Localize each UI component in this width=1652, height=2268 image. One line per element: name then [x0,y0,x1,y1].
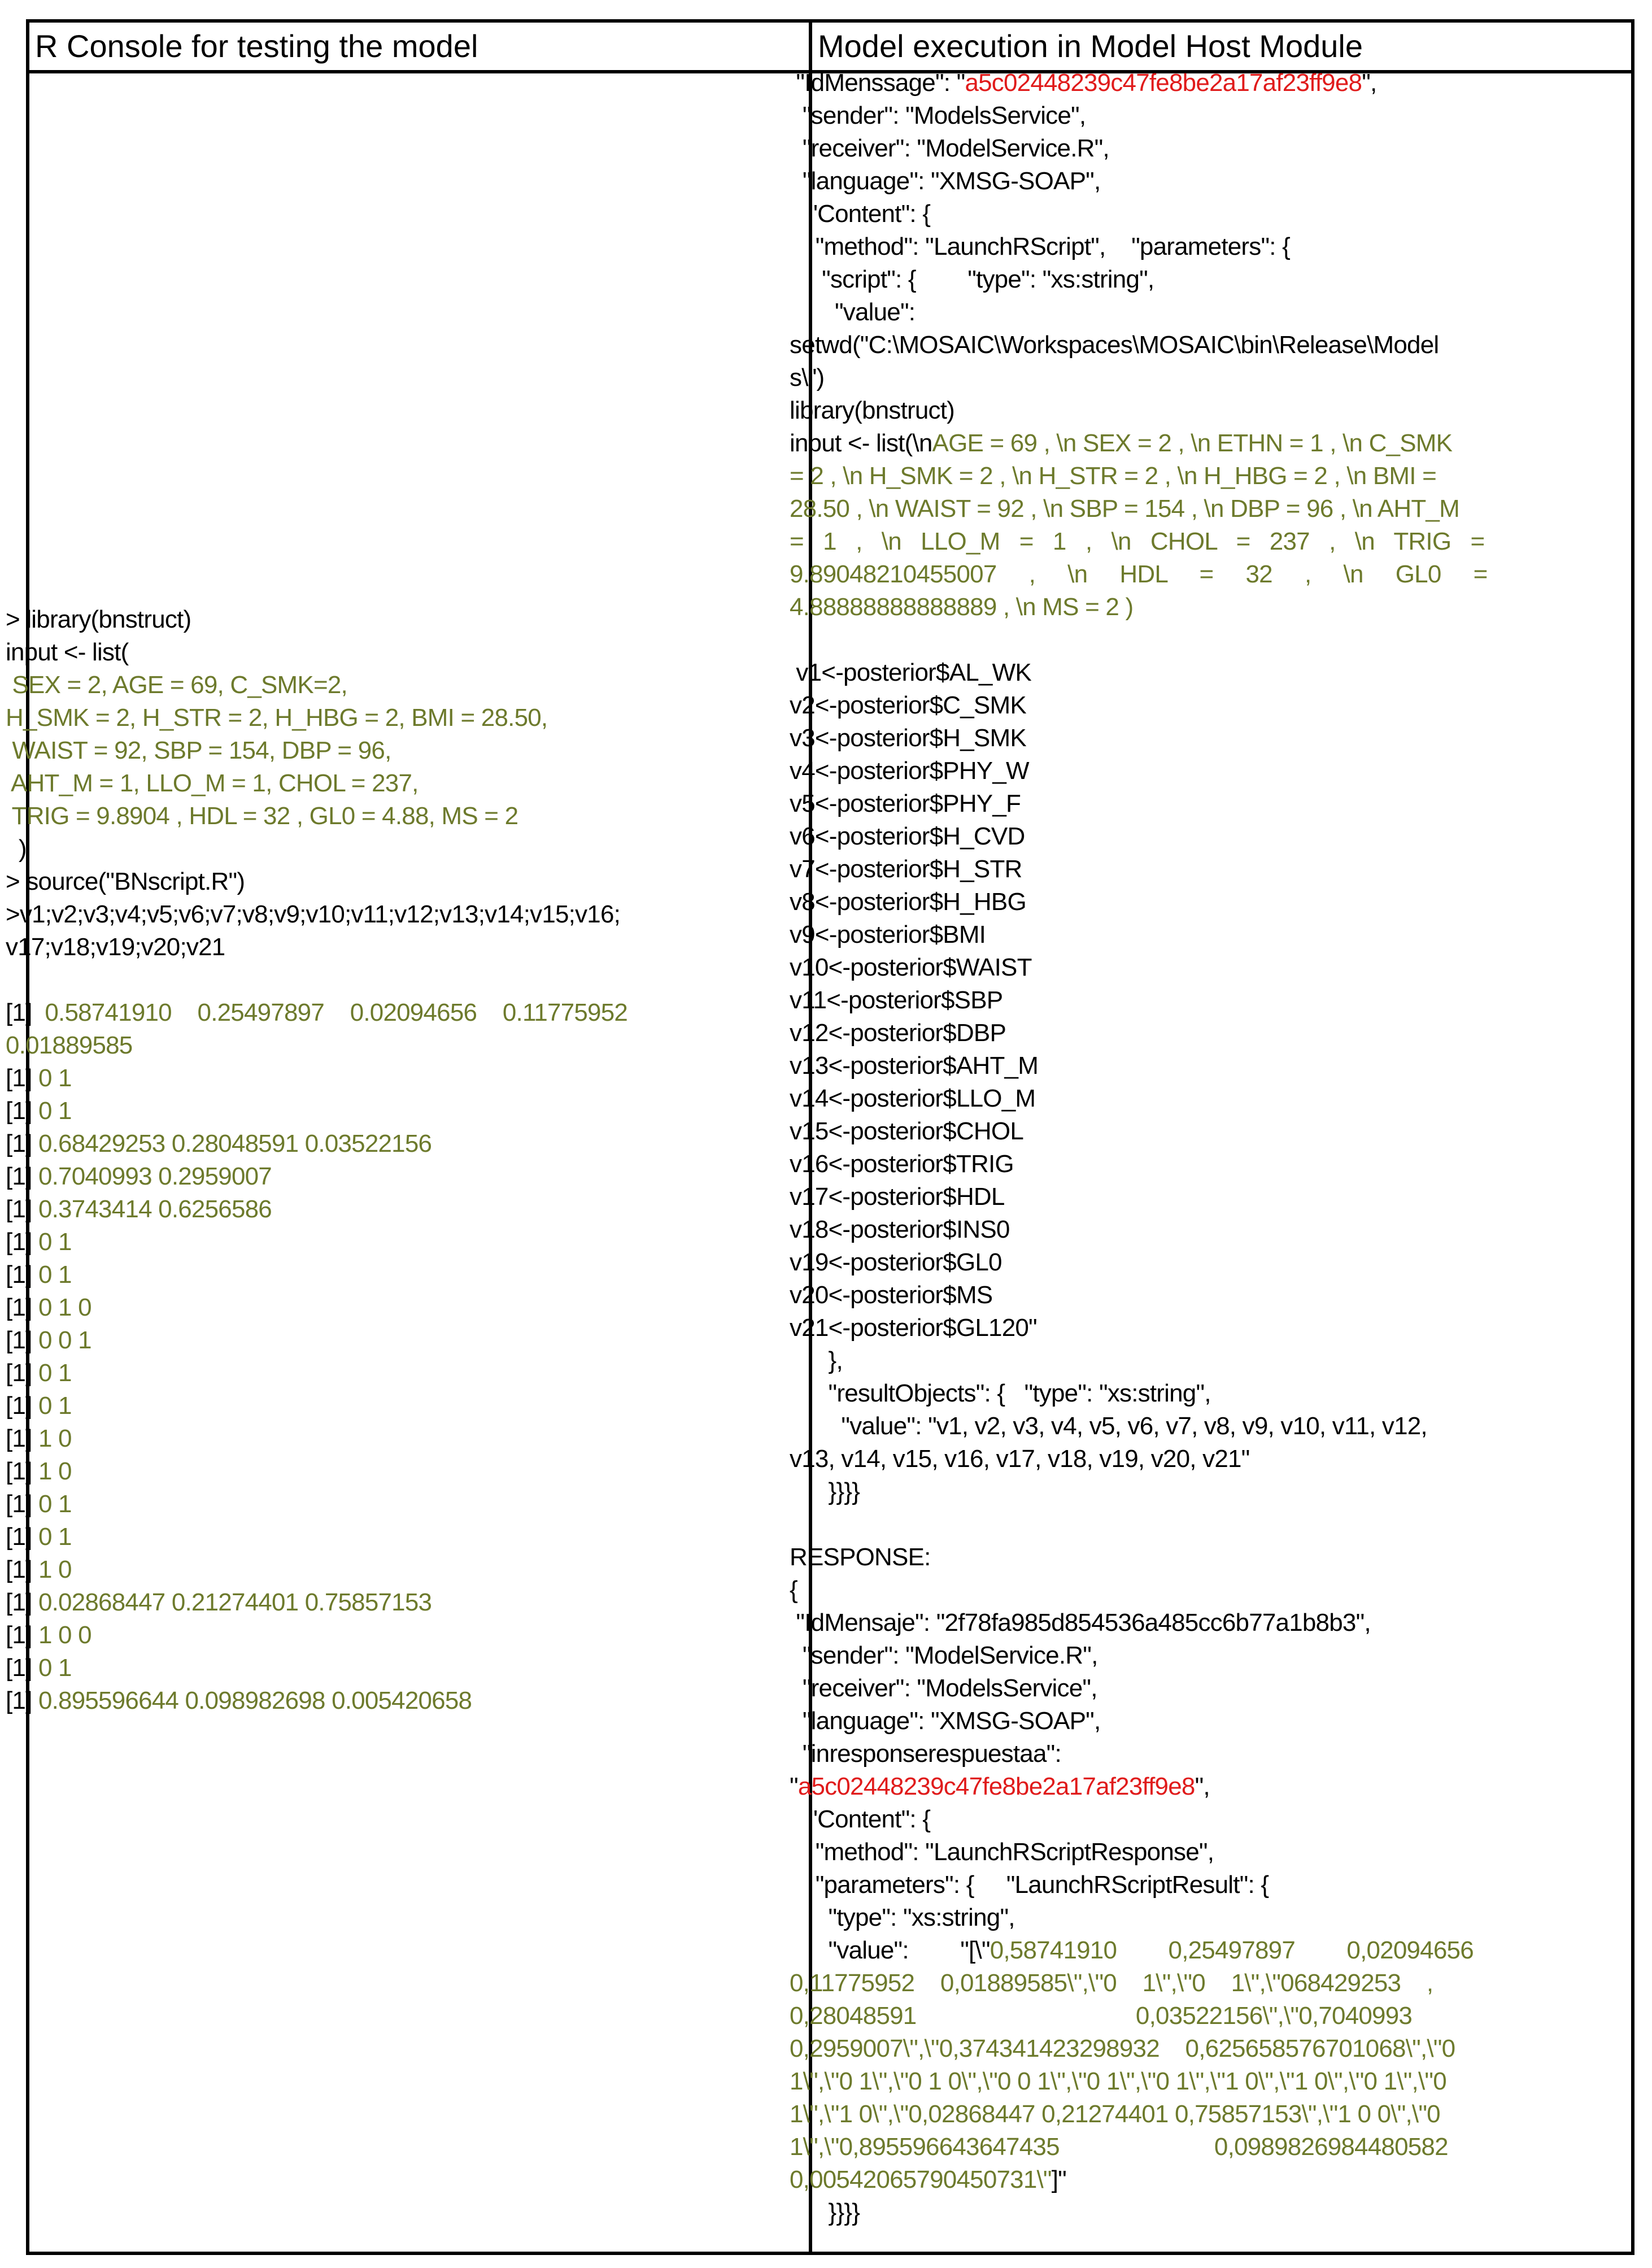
message-line [790,755,1029,787]
console-line [6,1095,72,1128]
message-line [790,1279,992,1312]
code-text: >v1;v2;v3;v4;v5;v6;v7;v8;v9;v10;v11;v12;v13;v14;v15;v16; [6,900,621,928]
code-text: "value": [790,298,916,326]
message-line [790,1181,1005,1213]
value-text: = 1 , \n LLO_M = 1 , \n CHOL = 237 , \n TRIG = [790,528,1485,555]
message-line [790,951,1032,984]
value-text: 0 1 [38,1097,72,1125]
value-text: 1 0 [38,1457,72,1485]
code-text: input <- list( [6,638,129,666]
message-line [790,1050,1038,1082]
code-text: "language": "XMSG-SOAP", [790,1707,1101,1735]
message-line [790,1934,1474,1967]
message-id-text: a5c02448239c47fe8be2a17af23ff9e8 [797,1773,1195,1800]
code-text: v7<-posterior$H_STR [790,855,1022,883]
message-line [790,1803,930,1836]
console-line [6,1521,72,1553]
value-text: 0 0 1 [38,1326,91,1354]
value-text: 0 1 [38,1359,72,1387]
console-line [6,1619,91,1652]
message-line [790,493,1459,525]
value-text: 0 1 [38,1654,72,1682]
console-line [6,833,27,865]
value-text: 1\",\"0,895596643647435 0,0989826984480582 [790,2133,1448,2161]
value-text: TRIG = 9.8904 , HDL = 32 , GL0 = 4.88, MS = 2 [6,802,518,830]
message-line [790,1869,1269,1901]
message-line [790,1082,1035,1115]
message-line [790,853,1022,886]
code-text: library(bnstruct) [790,397,955,424]
value-text: 0 1 [38,1392,72,1420]
code-text: { [790,1576,797,1604]
message-line [790,1836,1214,1869]
value-text: 0 1 [38,1228,72,1256]
console-line [6,996,627,1029]
message-line [790,1246,1002,1279]
value-text: AHT_M = 1, LLO_M = 1, CHOL = 237, [6,769,419,797]
value-text: 0 1 0 [38,1294,91,1321]
message-line [790,2098,1440,2131]
message-line [790,1738,1061,1770]
code-text: ", [1362,69,1377,97]
console-line [6,1193,272,1226]
message-line [790,198,930,230]
code-text: [1] [6,1261,38,1288]
message-line [790,2163,1066,2196]
code-text: v3<-posterior$H_SMK [790,724,1026,752]
code-text: [1] [6,1654,38,1682]
code-text: v21<-posterior$GL120" [790,1314,1037,1342]
message-line [790,525,1484,558]
code-text: v10<-posterior$WAIST [790,954,1032,981]
message-line [790,1541,931,1574]
message-line [790,886,1026,918]
value-text: WAIST = 92, SBP = 154, DBP = 96, [6,737,391,764]
code-text: [1] [6,1588,38,1616]
code-text: [1] [6,1228,38,1256]
message-line [790,362,824,394]
code-text: }}}} [790,1478,860,1505]
message-line [790,1967,1433,2000]
console-line [6,1226,72,1259]
code-text: [1] [6,1294,38,1321]
console-line [6,1553,72,1586]
code-text: "value": "v1, v2, v3, v4, v5, v6, v7, v8, v9, v10, v11, v12, [790,1412,1427,1440]
code-text: "receiver": "ModelService.R", [790,134,1109,162]
message-line [790,1213,1010,1246]
code-text: v20<-posterior$MS [790,1281,993,1309]
message-line [790,2000,1412,2032]
value-text: 0,28048591 0,03522156\",\"0,7040993 [790,2002,1413,2030]
message-line [790,1410,1427,1443]
column-header-model-host: Model execution in Model Host Module [818,28,1363,64]
code-text: [1] [6,1097,38,1125]
code-text: "receiver": "ModelsService", [790,1674,1097,1702]
message-line [790,787,1021,820]
code-text: "type": "xs:string", [790,1904,1015,1931]
message-line [790,427,1452,460]
code-text: [1] [6,999,45,1026]
code-text: setwd("C:\MOSAIC\Workspaces\MOSAIC\bin\Release\Model [790,331,1439,359]
value-text: 0,58741910 0,25497897 0,02094656 [990,1936,1474,1964]
code-text: v16<-posterior$TRIG [790,1150,1014,1178]
console-line [6,1488,72,1521]
message-line [790,1639,1098,1672]
message-line [790,132,1109,165]
value-text: 1 0 0 [38,1621,91,1649]
code-text: "resultObjects": { "type": "xs:string", [790,1379,1211,1407]
console-line [6,1259,72,1291]
console-line [6,1390,72,1422]
code-text: v8<-posterior$H_HBG [790,888,1026,916]
value-text: SEX = 2, AGE = 69, C_SMK=2, [6,671,347,699]
message-line [790,2131,1448,2163]
code-text: [1] [6,1326,38,1354]
code-text: v13, v14, v15, v16, v17, v18, v19, v20, v21" [790,1445,1250,1473]
console-line [6,1357,72,1390]
code-text: [1] [6,1621,38,1649]
value-text: 28.50 , \n WAIST = 92 , \n SBP = 154 , \n DBP = 96 , \n AHT_M [790,495,1459,523]
console-line [6,669,347,702]
code-text: [1] [6,1195,38,1223]
value-text: 1 0 [38,1425,72,1452]
console-line [6,1128,431,1160]
code-text: [1] [6,1064,38,1092]
code-text: input <- list(\n [790,429,932,457]
message-line [790,558,1488,591]
message-line [790,230,1290,263]
value-text: H_SMK = 2, H_STR = 2, H_HBG = 2, BMI = 28.50, [6,704,548,732]
message-line [790,1443,1250,1475]
message-line [790,165,1100,198]
console-line [6,636,128,669]
console-line [6,898,620,931]
console-line [6,1652,72,1684]
console-line [6,800,518,833]
message-line [790,2032,1455,2065]
value-text: 0,11775952 0,01889585\",\"0 1\",\"0 1\",\"068429253 , [790,1969,1433,1997]
code-text: "sender": "ModelsService", [790,102,1086,129]
value-text: 0.68429253 0.28048591 0.03522156 [38,1130,432,1157]
message-line [790,2196,860,2229]
code-text: RESPONSE: [790,1543,931,1571]
message-line [790,918,986,951]
code-text: [1] [6,1556,38,1583]
console-line [6,734,391,767]
message-line [790,820,1025,853]
code-text: "inresponserespuestaa": [790,1740,1061,1768]
value-text: AGE = 69 , \n SEX = 2 , \n ETHN = 1 , \n C_SMK [932,429,1453,457]
value-text: 0,00542065790450731\" [790,2166,1052,2193]
value-text: 0.895596644 0.098982698 0.005420658 [38,1687,472,1714]
message-line [790,394,954,427]
code-text: v18<-posterior$INS0 [790,1216,1010,1243]
code-text: [1] [6,1392,38,1420]
code-text: [1] [6,1359,38,1387]
message-line [790,1115,1023,1148]
code-text: [1] [6,1523,38,1551]
code-text: s\") [790,364,825,391]
code-text: v1<-posterior$AL_WK [790,659,1031,686]
message-line [790,460,1436,493]
value-text: 0.02868447 0.21274401 0.75857153 [38,1588,432,1616]
code-text: v5<-posterior$PHY_F [790,790,1021,817]
code-text: > library(bnstruct) [6,606,191,633]
message-line [790,296,915,329]
value-text: 0 1 [38,1490,72,1518]
code-text: ) [6,835,27,863]
code-text: "script": { "type": "xs:string", [790,265,1154,293]
code-text: "Content": { [790,200,931,228]
value-text: 0,2959007\",\"0,374341423298932 0,625658576701068\",\"0 [790,2035,1455,2062]
code-text: v17;v18;v19;v20;v21 [6,933,225,961]
value-text: 1\",\"1 0\",\"0,02868447 0,21274401 0,75857153\",\"1 0 0\",\"0 [790,2100,1440,2128]
message-line [790,67,1376,99]
message-line [790,984,1002,1017]
console-line [6,1455,72,1488]
code-text: v2<-posterior$C_SMK [790,691,1026,719]
console-line [6,1586,431,1619]
console-line [6,1684,472,1717]
code-text: v9<-posterior$BMI [790,921,986,948]
message-line [790,1770,1210,1803]
value-text: 0.58741910 0.25497897 0.02094656 0.11775952 [45,999,628,1026]
code-text: "IdMensaje": "2f78fa985d854536a485cc6b77a1b8b3", [790,1609,1371,1636]
console-line [6,865,245,898]
value-text: 1 0 [38,1556,72,1583]
console-line [6,1062,72,1095]
console-line [6,931,225,964]
message-line [790,1312,1037,1344]
value-text: 0 1 [38,1064,72,1092]
message-line [790,263,1154,296]
code-text: ]" [1051,2166,1066,2193]
message-line [790,1705,1100,1738]
value-text: 0 1 [38,1523,72,1551]
code-text: [1] [6,1130,38,1157]
console-line [6,1324,91,1357]
code-text: v6<-posterior$H_CVD [790,822,1025,850]
console-line [6,1029,132,1062]
message-line [790,1574,797,1607]
code-text: ", [1195,1773,1210,1800]
code-text: "method": "LaunchRScript", "parameters": { [790,233,1291,260]
code-text: "parameters": { "LaunchRScriptResult": { [790,1871,1269,1899]
value-text: 0.7040993 0.2959007 [38,1163,272,1190]
message-line [790,689,1026,722]
console-line [6,767,419,800]
code-text: "Content": { [790,1805,931,1833]
message-line [790,1901,1015,1934]
column-header-r-console: R Console for testing the model [35,28,478,64]
console-line [6,1160,272,1193]
message-line [790,1672,1097,1705]
code-text: v14<-posterior$LLO_M [790,1085,1036,1112]
value-text: 0.3743414 0.6256586 [38,1195,272,1223]
code-text: > source("BNscript.R") [6,868,245,895]
console-line [6,1422,72,1455]
code-text: "sender": "ModelService.R", [790,1642,1098,1669]
console-line [6,603,191,636]
value-text: 9.89048210455007 , \n HDL = 32 , \n GL0 = [790,560,1488,588]
message-id-text: a5c02448239c47fe8be2a17af23ff9e8 [965,69,1362,97]
console-line [6,1291,91,1324]
code-text: [1] [6,1163,38,1190]
code-text: [1] [6,1457,38,1485]
code-text: " [790,1773,798,1800]
console-line [6,702,547,734]
value-text: = 2 , \n H_SMK = 2 , \n H_STR = 2 , \n H_HBG = 2 , \n BMI = [790,462,1436,490]
message-line [790,722,1026,755]
value-text: 4.88888888888889 , \n MS = 2 ) [790,593,1134,621]
code-text: }}}} [790,2199,860,2226]
code-text: [1] [6,1687,38,1714]
message-line [790,329,1439,362]
value-text: 0 1 [38,1261,72,1288]
code-text: v17<-posterior$HDL [790,1183,1005,1211]
message-line [790,591,1133,624]
message-line [790,1017,1006,1050]
code-text: [1] [6,1490,38,1518]
message-line [790,1344,843,1377]
message-line [790,1377,1211,1410]
code-text: v13<-posterior$AHT_M [790,1052,1039,1079]
code-text: }, [790,1347,843,1374]
code-text: v12<-posterior$DBP [790,1019,1006,1047]
message-line [790,1607,1371,1639]
value-text: 0.01889585 [6,1031,133,1059]
code-text: [1] [6,1425,38,1452]
code-text: "method": "LaunchRScriptResponse", [790,1838,1214,1866]
code-text: "language": "XMSG-SOAP", [790,167,1101,195]
value-text: 1\",\"0 1\",\"0 1 0\",\"0 0 1\",\"0 1\",\"0 1\",\"1 0\",\"1 0\",\"0 1\",\"0 [790,2067,1446,2095]
code-text: "IdMenssage": " [790,69,965,97]
message-line [790,2065,1446,2098]
code-text: v15<-posterior$CHOL [790,1117,1023,1145]
code-text: v4<-posterior$PHY_W [790,757,1029,785]
code-text: v19<-posterior$GL0 [790,1248,1002,1276]
message-line [790,656,1031,689]
message-line [790,1475,860,1508]
code-text: "value": "[\" [790,1936,990,1964]
message-line [790,1148,1014,1181]
code-text: v11<-posterior$SBP [790,986,1003,1014]
message-line [790,99,1086,132]
